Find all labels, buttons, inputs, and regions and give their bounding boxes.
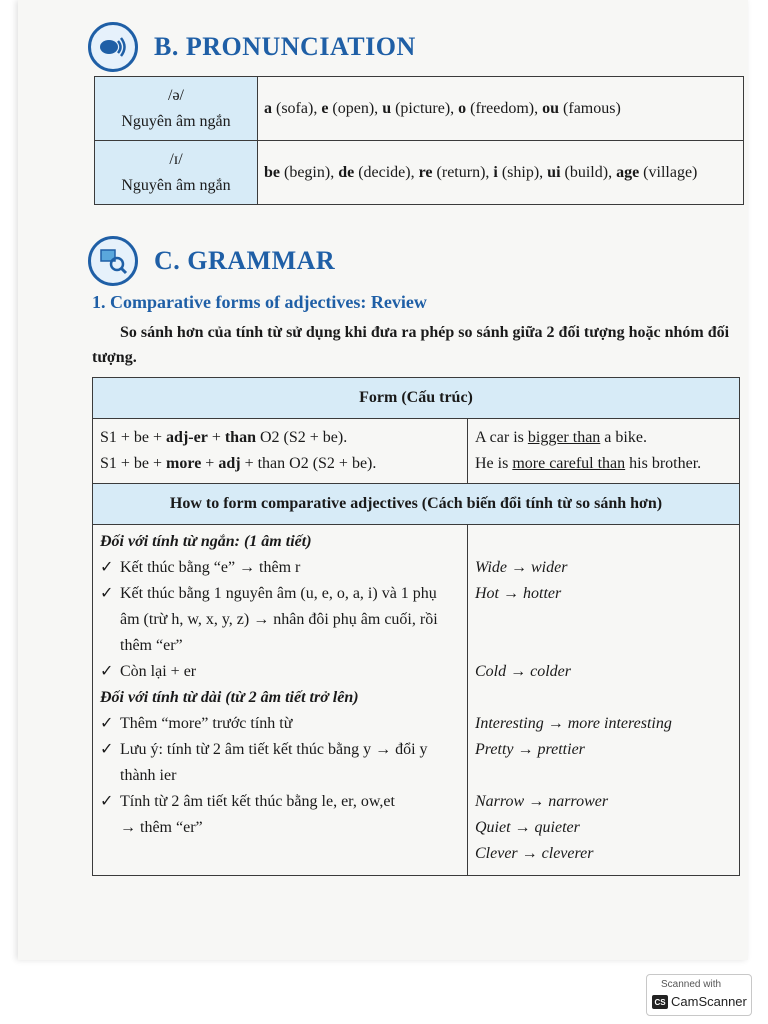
form-text: S1 + be +: [100, 429, 167, 446]
examples-cell: [258, 77, 744, 141]
form-keyword: adj-er: [166, 429, 208, 446]
example-pair: Interesting → more interesting: [475, 715, 672, 732]
check-icon: ✓: [100, 715, 114, 732]
watermark-brand: CamScanner: [671, 994, 747, 1009]
spelling: i: [493, 163, 498, 181]
spelling: be: [264, 163, 280, 181]
example-word: (build),: [560, 163, 617, 181]
rule-text: Thêm “more” trước tính từ: [120, 715, 293, 732]
camscanner-logo-icon: CS: [652, 995, 668, 1009]
grammar-subtitle: 1. Comparative forms of adjectives: Review: [92, 292, 427, 312]
how-header: How to form comparative adjectives (Cách biến đổi tính từ so sánh hơn): [93, 484, 740, 525]
example-word: (picture),: [391, 99, 459, 117]
example-word: (open),: [328, 99, 383, 117]
phoneme-label: Nguyên âm ngắn: [121, 112, 231, 130]
example-underlined: more careful than: [512, 455, 626, 472]
check-icon: ✓: [100, 585, 114, 602]
rule-item: [100, 737, 460, 789]
check-icon: ✓: [100, 741, 114, 758]
pronunciation-heading: [88, 22, 416, 72]
check-icon: ✓: [100, 793, 114, 810]
rules-cell: [93, 525, 468, 876]
table-header-row: [93, 378, 740, 419]
table-row: [95, 141, 744, 205]
form-keyword: adj: [218, 455, 241, 472]
spacer: [475, 607, 732, 633]
phoneme-label: Nguyên âm ngắn: [121, 176, 231, 194]
example-line: [475, 425, 732, 451]
example-pair: Hot → hotter: [475, 585, 562, 602]
rule-text: Kết thúc bằng 1 nguyên âm (u, e, o, a, i) và 1 phụ âm (trừ h, w, x, y, z) → nhân đôi phụ âm cuối, rồi thêm “er”: [120, 585, 438, 654]
rule-text: Tính từ 2 âm tiết kết thúc bằng le, er, ow,et: [120, 793, 395, 810]
form-text: S1 + be +: [100, 455, 167, 472]
example-pair: Pretty → prettier: [475, 741, 585, 758]
grammar-paragraph: So sánh hơn của tính từ sử dụng khi đưa ra phép so sánh giữa 2 đối tượng hoặc nhóm đối tượng.: [92, 324, 730, 366]
spelling: u: [382, 99, 392, 117]
grammar-table: [92, 377, 740, 876]
phoneme-cell: [95, 141, 258, 205]
check-icon: ✓: [100, 559, 114, 576]
example-word: (freedom),: [466, 99, 543, 117]
rule-text: Còn lại + er: [120, 663, 197, 680]
examples-cell: [258, 141, 744, 205]
rule-text: Lưu ý: tính từ 2 âm tiết kết thúc bằng y → đổi y thành ier: [120, 741, 428, 784]
example-word: (begin),: [280, 163, 339, 181]
spacer: [475, 529, 732, 555]
form-keyword: more: [166, 455, 202, 472]
camscanner-watermark: [646, 974, 752, 1016]
example-text: He is: [475, 455, 513, 472]
spelling: re: [418, 163, 433, 181]
phoneme-cell: [95, 77, 258, 141]
rule-item: [100, 789, 460, 815]
table-header-row: [93, 484, 740, 525]
spelling: e: [321, 99, 329, 117]
example-pair: Clever → cleverer: [475, 845, 594, 862]
example-text: a bike.: [600, 429, 647, 446]
form-line: [100, 425, 460, 451]
form-keyword: than: [224, 429, 256, 446]
example-line: [475, 451, 732, 477]
example-pair: Narrow → narrower: [475, 793, 609, 810]
form-header: Form (Cấu trúc): [93, 378, 740, 419]
spacer: [475, 763, 732, 789]
spelling: de: [338, 163, 355, 181]
spacer: [475, 685, 732, 711]
phoneme-symbol: /ə/: [168, 86, 184, 104]
rule-item: [100, 555, 460, 581]
section-title: B. PRONUNCIATION: [154, 32, 416, 61]
form-cell: [93, 419, 468, 484]
example-word: (decide),: [354, 163, 419, 181]
example-underlined: bigger than: [527, 429, 601, 446]
grammar-heading: [88, 236, 335, 286]
spelling: ou: [542, 99, 560, 117]
spelling: a: [264, 99, 272, 117]
speaker-icon: [88, 22, 138, 72]
example-text: his brother.: [625, 455, 702, 472]
check-icon: ✓: [100, 663, 114, 680]
example-pair: Quiet → quieter: [475, 819, 580, 836]
spelling: age: [616, 163, 640, 181]
form-text: +: [201, 455, 219, 472]
spelling: o: [458, 99, 467, 117]
rule-item: [100, 659, 460, 685]
form-text: +: [207, 429, 225, 446]
example-word: (ship),: [497, 163, 548, 181]
form-text: + than O2 (S2 + be).: [240, 455, 377, 472]
form-text: O2 (S2 + be).: [255, 429, 348, 446]
table-row: [95, 77, 744, 141]
example-text: A car is: [475, 429, 528, 446]
pronunciation-table: [94, 76, 744, 205]
spacer: [475, 633, 732, 659]
example-word: (sofa),: [272, 99, 322, 117]
section-title: C. GRAMMAR: [154, 246, 336, 275]
rule-item: [100, 711, 460, 737]
form-line: [100, 451, 460, 477]
phoneme-symbol: /ɪ/: [169, 150, 183, 168]
table-row: [93, 525, 740, 876]
example-word: (village): [639, 163, 698, 181]
long-adjective-title: Đối với tính từ dài (từ 2 âm tiết trở lên): [100, 689, 359, 706]
short-adjective-title: Đối với tính từ ngắn: (1 âm tiết): [100, 533, 312, 550]
examples-cell: [468, 525, 740, 876]
table-row: [93, 419, 740, 484]
spelling: ui: [547, 163, 561, 181]
example-word: (return),: [432, 163, 494, 181]
example-word: (famous): [559, 99, 621, 117]
example-pair: Wide → wider: [475, 559, 568, 576]
rule-item: [100, 581, 460, 659]
rule-continuation: → thêm “er”: [120, 819, 203, 836]
example-cell: [468, 419, 740, 484]
watermark-caption: Scanned with: [661, 979, 722, 990]
magnifier-book-icon: [88, 236, 138, 286]
rule-text: Kết thúc bằng “e” → thêm r: [120, 559, 301, 576]
example-pair: Cold → colder: [475, 663, 571, 680]
